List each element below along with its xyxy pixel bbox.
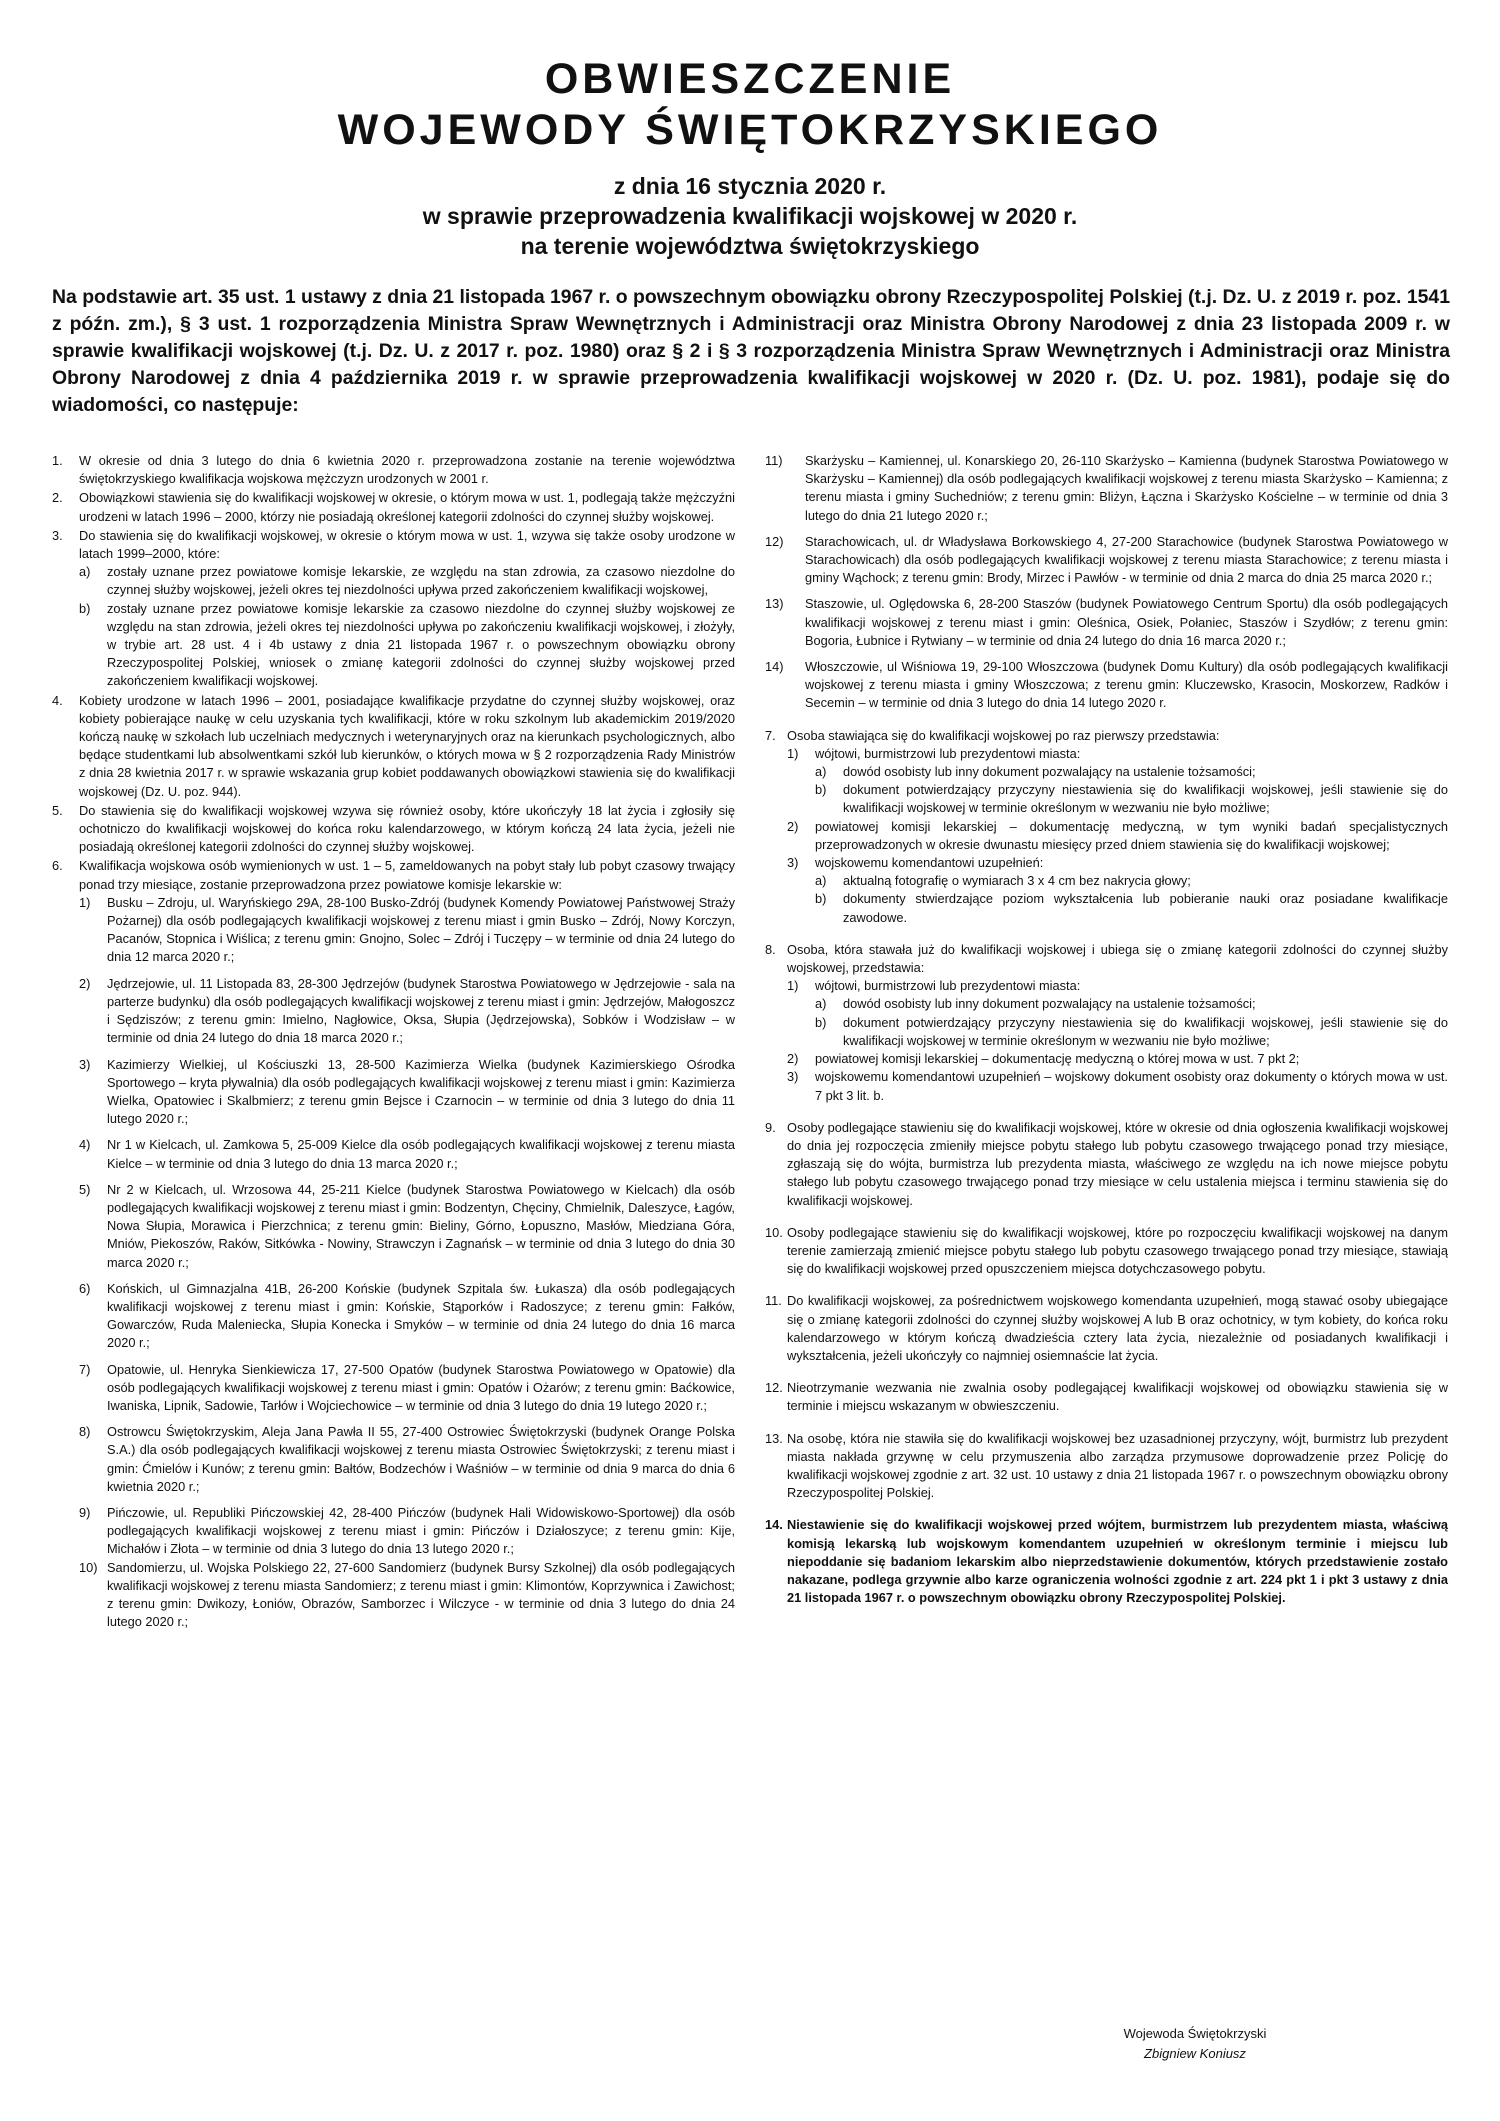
- sub-sub-item-text: dokumenty stwierdzające poziom wykształcenia lub pobieranie nauki oraz posiadane kwalifikacje zawodowe.: [843, 891, 1448, 925]
- sub-sub-item-text: dowód osobisty lub inny dokument pozwalający na ustalenie tożsamości;: [843, 996, 1256, 1012]
- item-number: 14.: [765, 1517, 783, 1533]
- sub-sub-item-letter: b): [815, 1014, 827, 1030]
- sub-item-number: 1): [787, 978, 799, 994]
- item-text: Do kwalifikacji wojskowej, za pośrednictwem wojskowego komendanta uzupełnień, mogą stawać osoby ubiegające się o zmianę kategorii zdolności do czynnej służby wojskowej A lub B oraz ochotnicy, w tym kobiety, do końca roku kalendarzowego w którym kończą dwadzieścia cztery lata życia, niezależnie od posiadanych kwalifikacji i wykształcenia, jeżeli ukończyły co najmniej osiemnaście lat życia.: [787, 1293, 1448, 1363]
- signature-name: Zbigniew Koniusz: [1144, 2046, 1246, 2061]
- commission-location: [765, 533, 1448, 588]
- sub-item-number: 10): [79, 1559, 98, 1575]
- sub-item-text: wójtowi, burmistrzowi lub prezydentowi miasta:: [815, 978, 1081, 994]
- sub-item-text: wojskowemu komendantowi uzupełnień:: [815, 855, 1044, 871]
- item-text: Do stawienia się do kwalifikacji wojskowej wzywa się również osoby, które ukończyły 18 lat życia i zgłosiły się ochotniczo do kwalifikacji wojskowej do końca roku kalendarzowego, w którym kończą 24 lata życia, jeżeli nie posiadają określonej kategorii zdolności do czynnej służby wojskowej.: [79, 802, 735, 855]
- sub-item-text: Końskich, ul Gimnazjalna 41B, 26-200 Końskie (budynek Szpitala św. Łukasza) dla osób podlegających kwalifikacji wojskowej z terenu miast i gmin: Końskie, Stąporków i Radoszyce; z terenu gmin: Fałków, Gowarczów, Ruda Maleniecka, Słupia Konecka i Smyków – w terminie od dnia 24 lutego do dnia 16 marca 2020 r.;: [107, 1280, 735, 1351]
- item-number: 13.: [765, 1430, 783, 1446]
- commission-location: [79, 1361, 735, 1416]
- sub-sub-item-text: dokument potwierdzający przyczyny niestawienia się do kwalifikacji wojskowej, jeśli stawienie się do kwalifikacji wojskowej w terminie określonym w wezwaniu nie było możliwe;: [843, 782, 1448, 816]
- document-region: na terenie województwa świętokrzyskiego: [520, 233, 980, 259]
- item-number: 10.: [765, 1224, 783, 1240]
- sub-item-number: 7): [79, 1361, 91, 1377]
- sub-sub-item: [815, 995, 1448, 1013]
- item-text: Kobiety urodzone w latach 1996 – 2001, posiadające kwalifikacje przydatne do czynnej służby wojskowej, oraz kobiety pobierające naukę w celu uzyskania tych kwalifikacji, które w roku szkolnym lub akademickim 2019/2020 kończą naukę w szkołach lub uczelniach medycznych i weterynaryjnych oraz na kierunkach psychologicznych, albo będące studentkami lub absolwentkami szkół lub kierunków, o których mowa w § 2 rozporządzenia Rady Ministrów z dnia 28 kwietnia 2017 r. w sprawie wskazania grup kobiet poddawanych obowiązkowi stawienia się do kwalifikacji wojskowej (Dz. U. poz. 944).: [79, 692, 735, 799]
- list-item: [52, 452, 735, 488]
- sub-item-text: Sandomierzu, ul. Wojska Polskiego 22, 27-600 Sandomierz (budynek Bursy Szkolnej) dla osób podlegających kwalifikacji wojskowej z terenu miasta Sandomierz; z terenu miast i gmin: Klimontów, Koprzywnica i Zawichost; z terenu gmin: Dwikozy, Łoniów, Obrazów, Samborzec i Wilczyce - w terminie od dnia 3 lutego do dnia 24 lutego 2020 r.;: [107, 1559, 735, 1630]
- commission-location: [79, 1280, 735, 1353]
- sub-item-text: wojskowemu komendantowi uzupełnień – wojskowy dokument osobisty oraz dokumenty o których mowa w ust. 7 pkt 3 lit. b.: [815, 1069, 1448, 1103]
- sub-item-letter: b): [79, 600, 91, 616]
- list-item: [52, 692, 735, 801]
- commission-location: [79, 1559, 735, 1632]
- sub-item-text: Nr 1 w Kielcach, ul. Zamkowa 5, 25-009 Kielce dla osób podlegających kwalifikacji wojskowej z terenu miasta Kielce – w terminie od dnia 3 lutego do dnia 13 marca 2020 r.;: [107, 1137, 735, 1171]
- item-number: 4.: [52, 692, 63, 708]
- sub-sub-item: [815, 763, 1448, 781]
- item-number: 2.: [52, 490, 63, 506]
- sub-item: [787, 1050, 1448, 1068]
- sub-item-text: Ostrowcu Świętokrzyskim, Aleja Jana Pawła II 55, 27-400 Ostrowiec Świętokrzyski (budynek Orange Polska S.A.) dla osób podlegających kwalifikacji wojskowej z terenu miasta Ostrowiec Świętokrzyski; z terenu miast i gmin: Ćmielów i Kunów; z terenu gmin: Bałtów, Bodzechów i Waśniów – w terminie od dnia 9 marca do dnia 6 kwietnia 2020 r.;: [107, 1424, 735, 1494]
- list-item: [765, 1224, 1448, 1279]
- sub-item-text: powiatowej komisji lekarskiej – dokumentację medyczną, w tym wyniki badań specjalistycznych przeprowadzonych w okresie dwunastu miesięcy przed dniem stawienia się do kwalifikacji wojskowej;: [815, 818, 1448, 852]
- sub-item-text: Skarżysku – Kamiennej, ul. Konarskiego 20, 26-110 Skarżysko – Kamienna (budynek Starostwa Powiatowego w Skarżysku – Kamiennej) dla osób podlegających kwalifikacji wojskowej z terenu miasta Skarżysko – Kamienna; z terenu miasta i gminy Suchedniów; z terenu gmin: Bliżyn, Łączna i Skarżysko Kościelne – w terminie od dnia 3 lutego do dnia 21 lutego 2020 r.;: [805, 453, 1448, 523]
- item-number: 1.: [52, 453, 63, 468]
- signature-role: Wojewoda Świętokrzyski: [1123, 2026, 1267, 2041]
- sub-item-number: 3): [787, 855, 799, 871]
- sub-item-number: 2): [787, 818, 799, 834]
- commission-location: [765, 595, 1448, 650]
- item-number: 3.: [52, 527, 63, 543]
- commission-location: [765, 658, 1448, 713]
- commission-location: [79, 1056, 735, 1129]
- sub-item-text: Nr 2 w Kielcach, ul. Wrzosowa 44, 25-211 Kielce (budynek Starostwa Powiatowego w Kielcach) dla osób podlegających kwalifikacji wojskowej z terenu miast i gmin: Bodzentyn, Chęciny, Chmielnik, Daleszyce, Łagów, Nowa Słupia, Morawica i Pierzchnica; z terenu gmin: Bieliny, Górno, Łopuszno, Masłów, Miedziana Góra, Mniów, Piekoszów, Raków, Sitkówka - Nowiny, Strawczyn i Zagnańsk – w terminie od dnia 3 lutego do dnia 30 marca 2020 r.;: [107, 1181, 735, 1270]
- sub-item-number: 6): [79, 1280, 91, 1296]
- item-text: Osoby podlegające stawieniu się do kwalifikacji wojskowej, które po rozpoczęciu kwalifikacji wojskowej na danym terenie zamierzają zmienić miejsce pobytu stałego lub pobytu czasowego trwającego ponad trzy miesiące, stawiają się do kwalifikacji wojskowej przed opuszczeniem miejsca dotychczasowego pobytu.: [787, 1224, 1448, 1277]
- item-number: 12.: [765, 1380, 783, 1396]
- document-title: OBWIESZCZENIE: [544, 55, 956, 103]
- item-text: Na osobę, która nie stawiła się do kwalifikacji wojskowej bez uzasadnionej przyczyny, wójt, burmistrz lub prezydent miasta nakłada grzywnę w celu przymuszenia albo zarządza przymusowe doprowadzenie przez Policję do kwalifikacji wojskowej zgodnie z art. 32 ust. 10 ustawy z dnia 21 listopada 1967 r. o powszechnym obowiązku obrony Rzeczypospolitej Polskiej.: [787, 1430, 1448, 1501]
- sub-sub-item-letter: a): [815, 873, 827, 889]
- sub-item: [79, 563, 735, 599]
- list-item: [765, 1430, 1448, 1503]
- sub-sub-item: [815, 872, 1448, 890]
- sub-sub-item-letter: a): [815, 996, 827, 1012]
- sub-item-number: 5): [79, 1181, 91, 1197]
- list-item: [52, 489, 735, 525]
- sub-sub-item: [815, 781, 1448, 817]
- item-text: Do stawienia się do kwalifikacji wojskowej, w okresie o którym mowa w ust. 1, wzywa się także osoby urodzone w latach 1999–2000, które:: [79, 527, 735, 562]
- sub-item-text: Włoszczowie, ul Wiśniowa 19, 29-100 Włoszczowa (budynek Domu Kultury) dla osób podlegających kwalifikacji wojskowej z terenu miasta i gminy Włoszczowa; z terenu gmin: Kluczewsko, Krasocin, Moskorzew, Radków i Secemin – w terminie od dnia 3 lutego do dnia 14 lutego 2020 r.: [805, 659, 1448, 711]
- item-number: 5.: [52, 802, 63, 818]
- item-number: 6.: [52, 858, 63, 874]
- item-number: 7.: [765, 727, 776, 743]
- sub-sub-item-letter: b): [815, 782, 827, 798]
- sub-item-number: 13): [765, 596, 784, 612]
- sub-item: [787, 977, 1448, 1050]
- sub-sub-item-text: dokument potwierdzający przyczyny niestawienia się do kwalifikacji wojskowej, jeśli stawienie się do kwalifikacji wojskowej w terminie określonym w wezwaniu nie było możliwe;: [843, 1014, 1448, 1048]
- item-text: Kwalifikacja wojskowa osób wymienionych w ust. 1 – 5, zameldowanych na pobyt stały lub pobyt czasowy trwający ponad trzy miesiące, zostanie przeprowadzona przez powiatowe komisje lekarskie w:: [79, 858, 735, 892]
- sub-item-text: Kazimierzy Wielkiej, ul Kościuszki 13, 28-500 Kazimierza Wielka (budynek Kazimierskiego Ośrodka Sportowego – kryta pływalnia) dla osób podlegających kwalifikacji wojskowej z terenu miast i gmin: Kazimierza Wielka, Opatowiec i Skalbmierz; z terenu gmin Bejsce i Czarnocin – w terminie od dnia 3 lutego do dnia 11 lutego 2020 r.;: [107, 1056, 735, 1127]
- list-item: [765, 1119, 1448, 1210]
- commission-location: [79, 1136, 735, 1172]
- sub-item-number: 9): [79, 1504, 91, 1520]
- item-number: 8.: [765, 941, 776, 957]
- commission-location: [79, 975, 735, 1048]
- list-item: [765, 941, 1448, 1105]
- document-title-issuer: WOJEWODY ŚWIĘTOKRZYSKIEGO: [337, 106, 1163, 154]
- sub-item-number: 11): [765, 453, 783, 468]
- item-text: Obowiązkowi stawienia się do kwalifikacji wojskowej w okresie, o którym mowa w ust. 1, podlegają także mężczyźni urodzeni w latach 1996 – 2000, którzy nie posiadają określonej kategorii zdolności do czynnej służby wojskowej.: [79, 490, 735, 524]
- right-column: [765, 452, 1448, 1608]
- commission-location: [765, 452, 1448, 525]
- sub-sub-item-text: aktualną fotografię o wymiarach 3 x 4 cm bez nakrycia głowy;: [843, 873, 1191, 889]
- sub-item-text: Busku – Zdroju, ul. Waryńskiego 29A, 28-100 Busko-Zdrój (budynek Komendy Powiatowej Państwowej Straży Pożarnej) dla osób podlegających kwalifikacji wojskowej z terenu miast i gmin Busko – Zdrój, Nowy Korczyn, Pacanów, Stopnica i Wiślica; z terenu gmin: Gnojno, Solec – Zdrój i Tuczępy – w terminie od dnia 24 lutego do dnia 12 marca 2020 r.;: [107, 894, 735, 965]
- sub-item: [787, 1068, 1448, 1104]
- item-text: W okresie od dnia 3 lutego do dnia 6 kwietnia 2020 r. przeprowadzona zostanie na terenie województwa świętokrzyskiego kwalifikacja wojskowa mężczyzn urodzonych w 2001 r.: [79, 453, 735, 487]
- sub-item-number: 2): [79, 975, 91, 991]
- sub-item-text: zostały uznane przez powiatowe komisje lekarskie, ze względu na stan zdrowia, za czasowo niezdolne do czynnej służby wojskowej, jeżeli okres tej niezdolności upływa przed zakończeniem kwalifikacji wojskowej,: [107, 564, 735, 598]
- commission-location: [79, 894, 735, 967]
- item-text: Osoby podlegające stawieniu się do kwalifikacji wojskowej, które w okresie od dnia ogłoszenia kwalifikacji wojskowej do dnia jej rozpoczęcia zmieniły miejsce pobytu stałego lub pobytu czasowego trwającego ponad trzy miesiące, zgłaszają się do wójta, burmistrza lub prezydenta miasta, właściwego ze względu na ich nowe miejsce pobytu stałego lub pobytu czasowego trwającego ponad trzy miesiące w celu ustalenia miejsca i terminu stawienia się do kwalifikacji wojskowej.: [787, 1119, 1448, 1208]
- sub-sub-item: [815, 890, 1448, 926]
- sub-sub-item: [815, 1014, 1448, 1050]
- list-item: [52, 802, 735, 857]
- list-item: [765, 1379, 1448, 1415]
- sub-item-text: zostały uznane przez powiatowe komisje lekarskie za czasowo niezdolne do czynnej służby wojskowej ze względu na stan zdrowia, jeżeli okres tej niezdolności upływa po zakończeniu kwalifikacji wojskowej, i złożyły, w trybie art. 28 ust. 4 i 4b ustawy z dnia 21 listopada 1967 r. o powszechnym obowiązku obrony Rzeczypospolitej Polskiej, wniosek o zmianę kategorii zdolności do czynnej służby wojskowej przed zakończeniem kwalifikacji wojskowej.: [107, 600, 735, 689]
- list-item: [765, 1292, 1448, 1365]
- item-text: Nieotrzymanie wezwania nie zwalnia osoby podlegającej kwalifikacji wojskowej od obowiązku stawienia się w terminie i miejscu wskazanym w obwieszczeniu.: [787, 1380, 1448, 1414]
- sub-sub-item-letter: a): [815, 764, 827, 780]
- sub-item-number: 12): [765, 533, 784, 549]
- sub-sub-item-letter: b): [815, 891, 827, 907]
- item-text: Niestawienie się do kwalifikacji wojskowej przed wójtem, burmistrzem lub prezydentem miasta, właściwą komisją lekarską lub wojskowym komendantem uzupełnień w określonym terminie i miejscu lub niepoddanie się badaniom lekarskim albo nieprzedstawienie dokumentów, których przedstawienie zostało nakazane, podlega grzywnie albo karze ograniczenia wolności zgodnie z art. 224 pkt 1 i pkt 3 ustawy z dnia 21 listopada 1967 r. o powszechnym obowiązku obrony Rzeczypospolitej Polskiej.: [787, 1517, 1448, 1606]
- legal-basis-preamble: Na podstawie art. 35 ust. 1 ustawy z dnia 21 listopada 1967 r. o powszechnym obowiązku obrony Rzeczypospolitej Polskiej (t.j. Dz. U. z 2019 r. poz. 1541 z późn. zm.), § 3 ust. 1 rozporządzenia Ministra Spraw Wewnętrznych i Administracji oraz Ministra Obrony Narodowej z dnia 23 listopada 2009 r. w sprawie kwalifikacji wojskowej (t.j. Dz. U. z 2017 r. poz. 1980) oraz § 2 i § 3 rozporządzenia Ministra Spraw Wewnętrznych i Administracji oraz Ministra Obrony Narodowej z dnia 4 października 2019 r. w sprawie przeprowadzenia kwalifikacji wojskowej w 2020 r. (Dz. U. poz. 1981), podaje się do wiadomości, co następuje:: [52, 286, 1450, 416]
- item-number: 9.: [765, 1119, 776, 1135]
- list-item: [52, 857, 735, 1631]
- sub-item-text: Starachowicach, ul. dr Władysława Borkowskiego 4, 27-200 Starachowice (budynek Starostwa Powiatowego w Starachowicach) dla osób podlegających kwalifikacji wojskowej z terenu miasta Starachowice; z terenu miasta i gminy Wąchock; z terenu gmin: Brody, Mirzec i Pawłów - w terminie od dnia 2 marca do dnia 25 marca 2020 r.;: [805, 533, 1448, 586]
- commission-location: [79, 1181, 735, 1272]
- sub-item: [787, 818, 1448, 854]
- sub-item-text: powiatowej komisji lekarskiej – dokumentację medyczną o której mowa w ust. 7 pkt 2;: [815, 1051, 1300, 1067]
- sub-item-number: 2): [787, 1051, 799, 1067]
- sub-item-number: 4): [79, 1137, 91, 1153]
- sub-item-number: 1): [79, 894, 91, 910]
- item-text: Osoba, która stawała już do kwalifikacji wojskowej i ubiega się o zmianę kategorii zdolności do czynnej służby wojskowej, przedstawia:: [787, 941, 1448, 976]
- sub-sub-item-text: dowód osobisty lub inny dokument pozwalający na ustalenie tożsamości;: [843, 764, 1256, 780]
- commission-location: [79, 1423, 735, 1496]
- left-column: [52, 452, 735, 1632]
- sub-item-text: Staszowie, ul. Oględowska 6, 28-200 Staszów (budynek Powiatowego Centrum Sportu) dla osób podlegających kwalifikacji wojskowej z terenu miast i gmin: Oleśnica, Osiek, Połaniec, Staszów i Szydłów; z terenu gmin: Bogoria, Łubnice i Rytwiany – w terminie od dnia 24 lutego do dnia 16 marca 2020 r.;: [805, 596, 1448, 648]
- penalty-notice: [765, 1516, 1448, 1607]
- sub-item-text: wójtowi, burmistrzowi lub prezydentowi miasta:: [815, 745, 1081, 761]
- sub-item: [79, 600, 735, 691]
- sub-item-number: 1): [787, 745, 799, 761]
- sub-item: [787, 745, 1448, 818]
- sub-item-number: 14): [765, 659, 784, 675]
- document-subject: w sprawie przeprowadzenia kwalifikacji wojskowej w 2020 r.: [422, 203, 1078, 229]
- document-date: z dnia 16 stycznia 2020 r.: [613, 173, 887, 199]
- sub-item-number: 3): [787, 1069, 799, 1085]
- sub-item-text: Pińczowie, ul. Republiki Pińczowskiej 42, 28-400 Pińczów (budynek Hali Widowiskowo-Sportowej) dla osób podlegających kwalifikacji wojskowej z terenu miast i gmin: Pińczów i Działoszyce; z terenu gmin: Kije, Michałów i Złota – w terminie od dnia 3 lutego do dnia 13 lutego 2020 r.;: [107, 1504, 735, 1557]
- sub-item-number: 8): [79, 1424, 91, 1440]
- sub-item-number: 3): [79, 1056, 91, 1072]
- list-item: [765, 727, 1448, 927]
- commission-location: [79, 1504, 735, 1559]
- sub-item-letter: a): [79, 564, 91, 580]
- sub-item-text: Opatowie, ul. Henryka Sienkiewicza 17, 27-500 Opatów (budynek Starostwa Powiatowego w Opatowie) dla osób podlegających kwalifikacji wojskowej z terenu miast i gmin: Opatów i Ożarów; z terenu gmin: Baćkowice, Iwaniska, Lipnik, Sadowie, Tarłów i Wojciechowice – w terminie od dnia 3 lutego do dnia 19 lutego 2020 r.;: [107, 1361, 735, 1413]
- item-number: 11.: [765, 1293, 782, 1309]
- sub-item-text: Jędrzejowie, ul. 11 Listopada 83, 28-300 Jędrzejów (budynek Starostwa Powiatowego w Jędrzejowie - sala na parterze budynku) dla osób podlegających kwalifikacji wojskowej z terenu miast i gmin: Jędrzejów, Małogoszcz i Sędziszów; z terenu gmin: Imielno, Nagłowice, Oksa, Słupia (Jędrzejowska), Sobków i Wodzisław – w terminie od dnia 24 lutego do dnia 18 marca 2020 r.;: [107, 975, 735, 1046]
- list-item: [52, 527, 735, 691]
- sub-item: [787, 854, 1448, 927]
- item-text: Osoba stawiająca się do kwalifikacji wojskowej po raz pierwszy przedstawia:: [787, 727, 1220, 743]
